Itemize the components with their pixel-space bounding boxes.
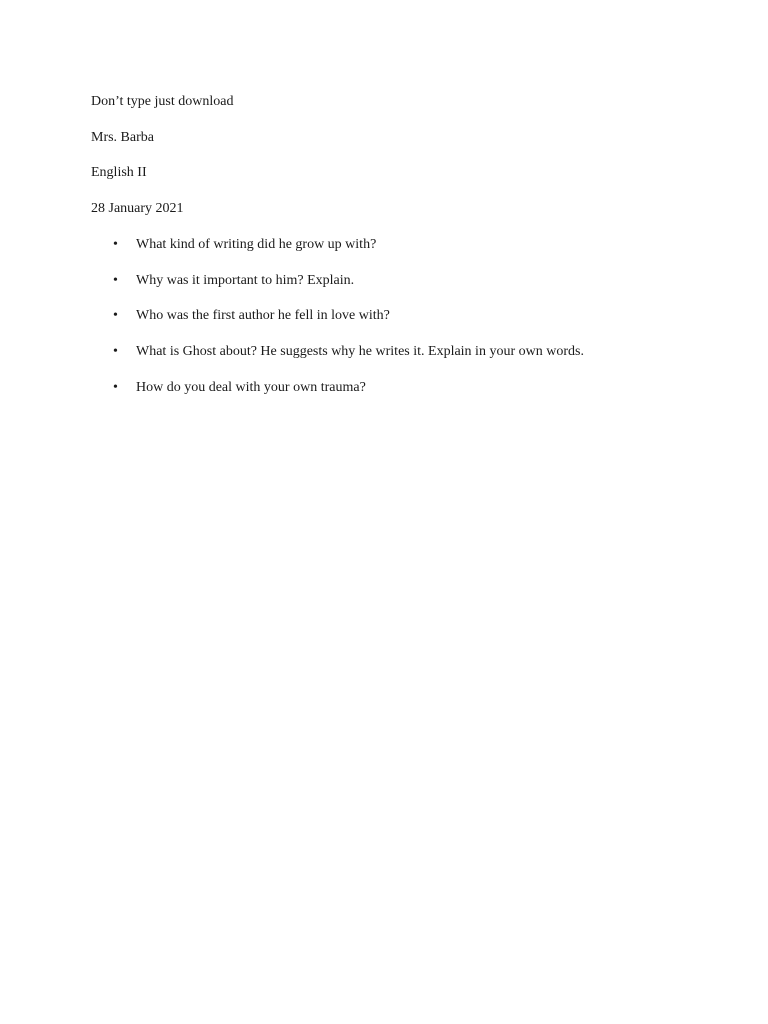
list-item [91, 343, 731, 361]
question-list [91, 236, 731, 414]
bullet-icon: • [113, 272, 118, 288]
document-date: 28 January 2021 [91, 201, 184, 217]
document-header [91, 93, 691, 236]
question-text: How do you deal with your own trauma? [136, 379, 366, 395]
teacher-name: Mrs. Barba [91, 129, 154, 145]
list-item [91, 272, 731, 290]
bullet-icon: • [113, 237, 118, 252]
question-text: Why was it important to him? Explain. [136, 272, 355, 288]
bullet-icon: • [113, 379, 118, 395]
list-item [91, 307, 731, 325]
question-text: What is Ghost about? He suggests why he writes it. Explain in your own words. [136, 344, 584, 360]
list-item [91, 236, 731, 254]
bullet-icon: • [113, 308, 118, 324]
bullet-icon: • [113, 344, 118, 360]
course-name: English II [91, 165, 147, 181]
note-line: Don’t type just download [91, 94, 234, 109]
question-text: What kind of writing did he grow up with? [136, 237, 377, 252]
list-item [91, 379, 731, 397]
question-text: Who was the first author he fell in love with? [136, 308, 390, 324]
